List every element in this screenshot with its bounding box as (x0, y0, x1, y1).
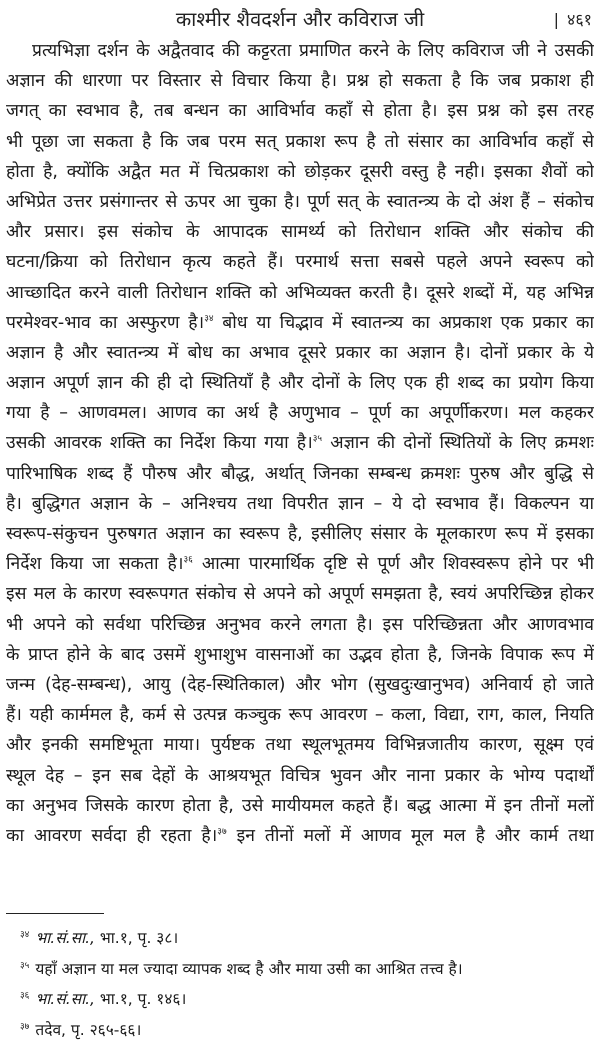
footnotes (20, 920, 580, 1042)
body-line-with-footnote (6, 308, 594, 338)
body-line: स्वरूप-संकुचन पुरुषगत अज्ञान का स्वरूप है, इसीलिए संसार के मूलकारण रूप में इसका (6, 524, 594, 544)
body-line: अज्ञान अपूर्ण ज्ञान की ही दो स्थितियाँ है और दोनों के लिए एक ही शब्द का प्रयोग किया (6, 373, 594, 394)
running-title: काश्मीर शैवदर्शन और कविराज जी (175, 7, 425, 31)
body-line: अज्ञान है और स्वातन्त्र्य में बोध का अभाव दूसरे प्रकार का अज्ञान है। दोनों प्रकार के ये (6, 342, 594, 363)
footnote-ref-35[interactable]: ३५ (312, 434, 323, 445)
body-line: के प्राप्त होने के बाद उसमें शुभाशुभ वासनाओं का उद्भव होता है, जिनके विपाक रूप में (6, 644, 594, 665)
body-paragraph (6, 36, 594, 851)
page-number (554, 8, 592, 32)
running-head (0, 4, 600, 34)
page-number-value: ४६१ (567, 10, 592, 29)
footnote-ref-37[interactable]: ३७ (217, 827, 227, 838)
text-before: का आवरण सर्वदा ही रहता है। (6, 825, 218, 846)
body-line: जगत् का स्वभाव है, तब बन्धन का आविर्भाव कहाँ से होता है। इस प्रश्न को इस तरह (6, 101, 594, 122)
body-line: अज्ञान की धारणा पर विस्तार से विचार किया है। प्रश्न हो सकता है कि जब प्रकाश ही (6, 71, 594, 92)
footnote-text: भा.१, पृ. १४६। (94, 990, 187, 1009)
body-line: का अनुभव जिसके कारण होता है, उसे मायीयमल कहते हैं। बद्ध आत्मा में इन तीनों मलों (6, 795, 594, 816)
footnote-number: ३५ (20, 960, 30, 971)
body-line: आच्छादित करने वाली तिरोधान शक्ति को अभिव्यक्त करती है। दूसरे शब्दों में, यह अभिन्न (6, 282, 594, 303)
footnote-text: तदेव, पृ. २६५-६६। (35, 1020, 142, 1039)
text-after: अज्ञान की दोनों स्थितियों के लिए क्रमशः (322, 433, 594, 454)
body-line: प्रत्यभिज्ञा दर्शन के अद्वैतवाद की कट्टरता प्रमाणित करने के लिए कविराज जी ने उसकी (32, 41, 594, 61)
footnote-text: यहाँ अज्ञान या मल ज्यादा व्यापक शब्द है और माया उसी का आश्रित तत्त्व है। (35, 959, 463, 978)
text-after: इन तीनों मलों में आणव मूल मल है और कार्म तथा (226, 825, 594, 846)
body-line-with-footnote (6, 428, 594, 458)
body-line-with-footnote (6, 549, 594, 579)
separator: | (553, 10, 560, 29)
body-line-with-footnote (6, 821, 594, 851)
body-line: गया है – आणवमल। आणव का अर्थ है अणुभाव – पूर्ण का अपूर्णीकरण। मल कहकर (6, 403, 594, 424)
text-before: उसकी आवरक शक्ति का निर्देश किया गया है। (6, 433, 313, 454)
footnote-35 (20, 951, 580, 982)
footnote-number: ३७ (20, 1021, 30, 1032)
body-line: है। बुद्धिगत अज्ञान के – अनिश्चय तथा विपरीत ज्ञान – ये दो स्वभाव हैं। विकल्पन या (6, 493, 594, 514)
footnote-34 (20, 920, 580, 951)
body-line: और प्रसार। इस संकोच के आपादक सामर्थ्य को तिरोधान शक्ति और संकोच की (6, 222, 594, 243)
body-line: घटना/क्रिया को तिरोधान कृत्य कहते हैं। परमार्थ सत्ता सबसे पहले अपने स्वरूप को (6, 252, 594, 273)
footnote-text: भा.१, पृ. ३८। (94, 929, 179, 948)
footnote-divider (6, 913, 104, 914)
body-line: अभिप्रेत उत्तर प्रसंगान्तर से ऊपर आ चुका है। पूर्ण सत् के स्वातन्त्र्य के दो अंश हैं – संकोच (6, 191, 594, 212)
body-line: हैं। यही कार्ममल है, कर्म से उत्पन्न कञ्चुक रूप आवरण – कला, विद्या, राग, काल, नियति (6, 705, 594, 726)
footnote-abbrev: भा.सं.सा., (35, 990, 95, 1009)
footnote-number: ३६ (20, 991, 30, 1001)
body-line: भी पूछा जा सकता है कि जब परम सत् प्रकाश रूप है तो संसार का आविर्भाव कहाँ से (6, 131, 594, 152)
body-line: जन्म (देह-सम्बन्ध), आयु (देह-स्थितिकाल) और भोग (सुखदुःखानुभव) अनिवार्य हो जाते (6, 674, 594, 695)
body-line: स्थूल देह – इन सब देहों के आश्रयभूत विचित्र भुवन और नाना प्रकार के भोग्य पदार्थों (6, 765, 594, 786)
text-after: आत्मा पारमार्थिक दृष्टि से पूर्ण और शिवस्वरूप होने पर भी (192, 554, 594, 575)
footnote-ref-34[interactable]: ३४ (204, 313, 214, 324)
body-line: पारिभाषिक शब्द हैं पौरुष और बौद्ध, अर्थात् जिनका सम्बन्ध क्रमशः पुरुष और बुद्धि से (6, 463, 594, 484)
text-before: परमेश्वर-भाव का अस्फुरण है। (6, 312, 205, 333)
body-line: और इनकी समष्टिभूता माया। पुर्यष्टक तथा स्थूलभूतमय विभिन्नजातीय कारण, सूक्ष्म एवं (6, 735, 594, 756)
body-line: भी अपने को सर्वथा परिच्छिन्न अनुभव करने लगता है। इस परिच्छिन्नता और आणवभाव (6, 614, 594, 635)
footnote-number: ३४ (20, 930, 30, 940)
footnote-37 (20, 1012, 580, 1043)
text-before: निर्देश किया जा सकता है। (6, 554, 184, 575)
footnote-ref-36[interactable]: ३६ (183, 555, 193, 566)
text-after: बोध या चिद्भाव में स्वातन्त्र्य का अप्रकाश एक प्रकार का (213, 312, 594, 333)
body-line: होता है, क्योंकि अद्वैत मत में चित्प्रकाश को छोड़कर दूसरी वस्तु है नही। इसका शैवों को (6, 161, 594, 182)
body-line: इस मल के कारण स्वरूपगत संकोच से अपने को अपूर्ण समझता है, स्वयं अपरिच्छिन्न होकर (6, 584, 594, 605)
footnote-abbrev: भा.सं.सा., (35, 929, 95, 948)
footnote-36 (20, 981, 580, 1012)
